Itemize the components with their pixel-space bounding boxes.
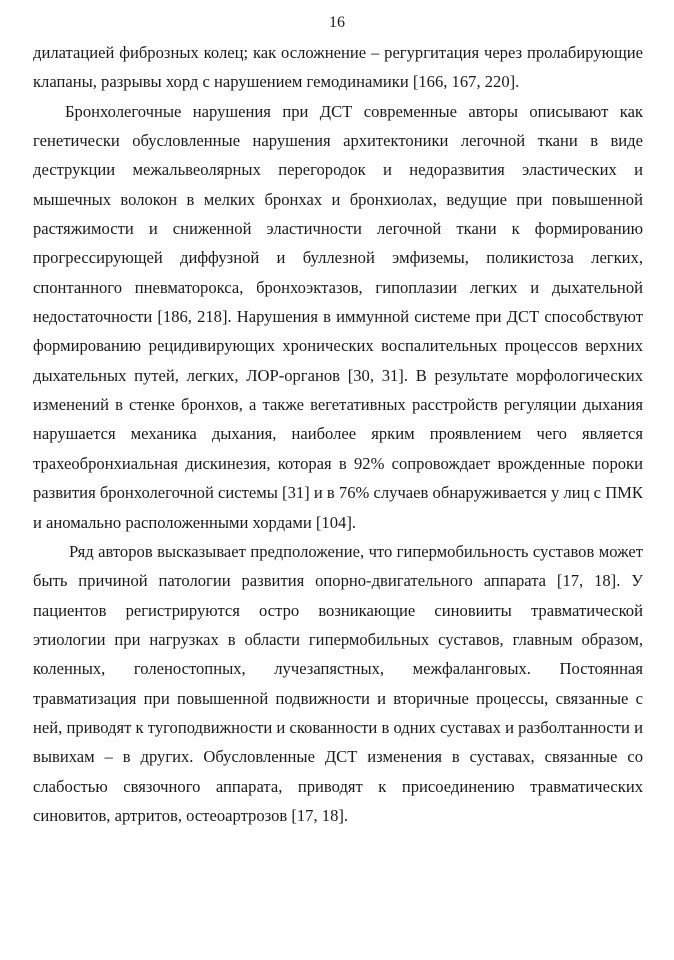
paragraph-joints: Ряд авторов высказывает предположение, что гипермобильность суставов может быть причиной патологии развития опорно-двигательного аппарата [17, 18]. У пациентов регистрируются остро возникающие синовииты травматической этиологии при нагрузках в области гипермобильных суставов, главным образом, коленных, голеностопных, лучезапястных, межфаланговых. Постоянная травматизация при повышенной подвижности и вторичные процессы, связанные с ней, приводят к тугоподвижности и скованности в одних суставах и разболтанности и вывихам – в других. Обусловленные ДСТ изменения в суставах, связанные со слабостью связочного аппарата, приводят к присоединению травматических синовитов, артритов, остеоартрозов [17, 18]. bbox=[33, 541, 643, 825]
page-number: 16 bbox=[329, 14, 345, 31]
paragraph-continuation: дилатацией фиброзных колец; как осложнение – регургитация через пролабирующие клапаны, разрывы хорд с нарушением гемодинамики [166, 167, 220]. bbox=[33, 43, 643, 92]
paragraph-bronchopulmonary: Бронхолегочные нарушения при ДСТ современные авторы описывают как генетически обусловленные нарушения архитектоники легочной ткани в виде деструкции межальвеолярных перегородок и недоразвития эластических и мышечных волокон в мелких бронхах и бронхиолах, ведущие при повышенной растяжимости и сниженной эластичности легочной ткани к формированию прогрессирующей диффузной и буллезной эмфиземы, поликистоза легких, спонтанного пневматорокса, бронхоэктазов, гипоплазии легких и дыхательной недостаточности [186, 218]. Нарушения в иммунной системе при ДСТ способствуют формированию рецидивирующих хронических воспалительных процессов верхних дыхательных путей, легких, ЛОР-органов [30, 31]. В результате морфологических изменений в стенке бронхов, а также вегетативных расстройств регуляции дыхания нарушается механика дыхания, наиболее ярким проявлением чего является трахеобронхиальная дискинезия, которая в 92% сопровождает врожденные пороки развития бронхолегочной системы [31] и в 76% случаев обнаруживается у лиц с ПМК и аномально расположенными хордами [104]. bbox=[33, 101, 643, 532]
body-text bbox=[33, 38, 643, 830]
